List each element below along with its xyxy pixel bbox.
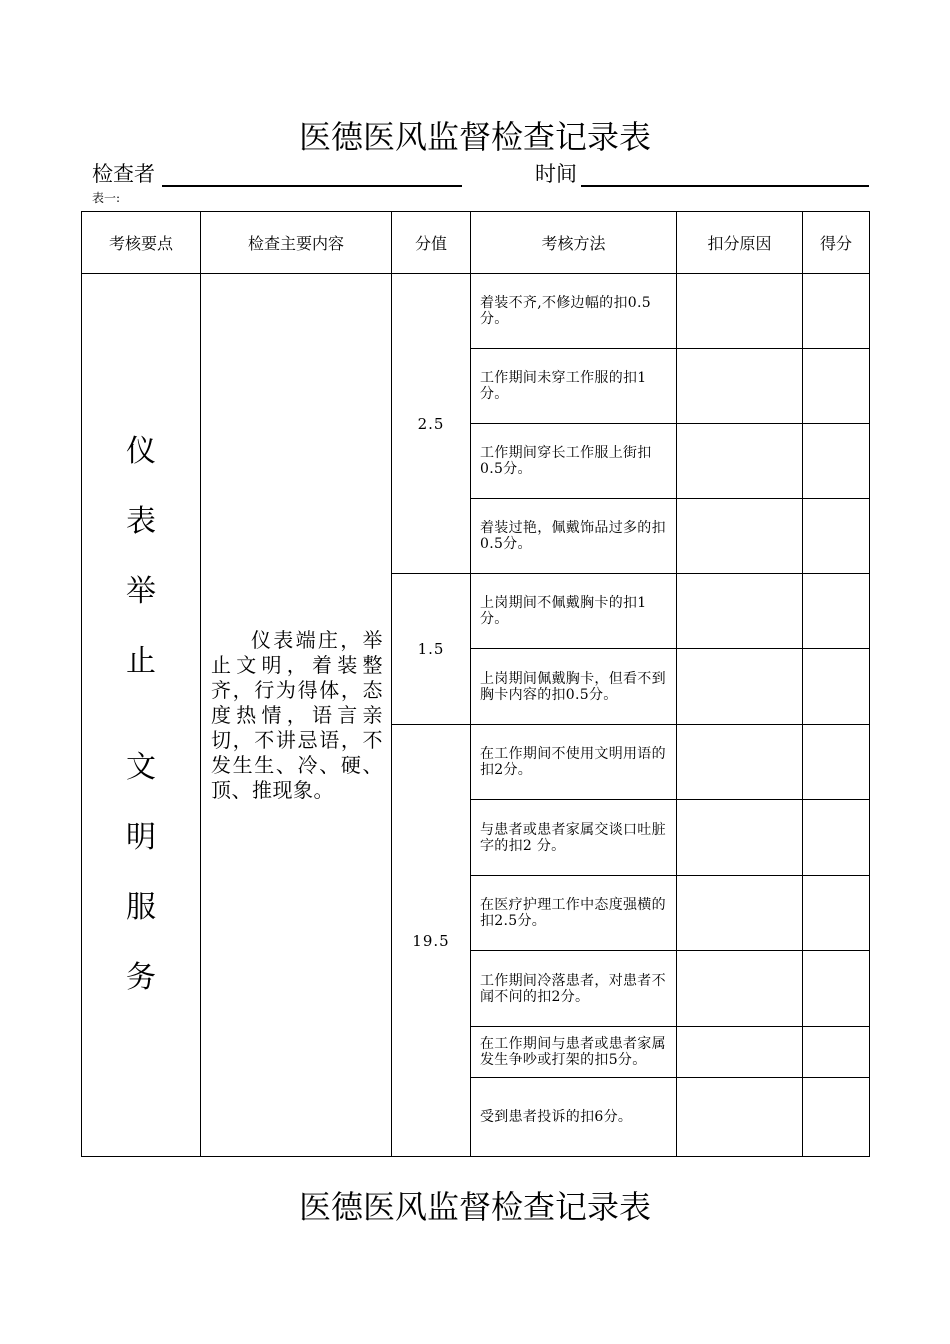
score-result-cell[interactable] [803, 725, 870, 800]
method-cell: 与患者或患者家属交谈口吐脏字的扣2 分。 [471, 800, 677, 876]
category-char: 表 [126, 504, 156, 539]
header-content: 检查主要内容 [201, 212, 392, 274]
method-cell: 着装不齐,不修边幅的扣0.5分。 [471, 274, 677, 349]
method-cell: 着装过艳，佩戴饰品过多的扣0.5分。 [471, 499, 677, 574]
score-result-cell[interactable] [803, 1078, 870, 1157]
content-text: 仪表端庄，举止文明，着装整齐，行为得体，态度热情，语言亲切，不讲忌语，不发生生、冷、硬、顶、推现象。 [211, 627, 383, 802]
inspection-table [81, 211, 870, 1157]
table-label: 表一: [92, 191, 121, 205]
method-cell: 受到患者投诉的扣6分。 [471, 1078, 677, 1157]
category-char: 明 [126, 820, 156, 855]
score-cell: 19.5 [392, 725, 471, 1157]
header-result: 得分 [803, 212, 870, 274]
score-result-cell[interactable] [803, 574, 870, 649]
category-char: 服 [126, 890, 156, 925]
deduction-reason-cell[interactable] [677, 1027, 803, 1078]
deduction-reason-cell[interactable] [677, 424, 803, 499]
deduction-reason-cell[interactable] [677, 349, 803, 424]
inspector-label: 检查者 [92, 162, 155, 186]
deduction-reason-cell[interactable] [677, 951, 803, 1027]
score-cell: 2.5 [392, 274, 471, 574]
score-result-cell[interactable] [803, 951, 870, 1027]
header-reason: 扣分原因 [677, 212, 803, 274]
time-field-line[interactable] [581, 185, 869, 187]
score-result-cell[interactable] [803, 424, 870, 499]
score-result-cell[interactable] [803, 499, 870, 574]
header-method: 考核方法 [471, 212, 677, 274]
deduction-reason-cell[interactable] [677, 274, 803, 349]
category-char: 务 [126, 960, 156, 995]
header-row [82, 212, 870, 274]
deduction-reason-cell[interactable] [677, 1078, 803, 1157]
second-page-title: 医德医风监督检查记录表 [298, 1188, 651, 1226]
inspector-field-line[interactable] [162, 185, 462, 187]
method-cell: 在医疗护理工作中态度强横的扣2.5分。 [471, 876, 677, 951]
method-cell: 在工作期间不使用文明用语的扣2分。 [471, 725, 677, 800]
deduction-reason-cell[interactable] [677, 499, 803, 574]
category-char: 仪 [126, 434, 156, 469]
method-cell: 工作期间穿长工作服上街扣0.5分。 [471, 424, 677, 499]
category-char: 文 [126, 750, 156, 785]
method-cell: 上岗期间佩戴胸卡，但看不到胸卡内容的扣0.5分。 [471, 649, 677, 725]
deduction-reason-cell[interactable] [677, 574, 803, 649]
score-result-cell[interactable] [803, 274, 870, 349]
page-title: 医德医风监督检查记录表 [298, 118, 651, 156]
content-cell [201, 274, 392, 1157]
method-cell: 工作期间未穿工作服的扣1分。 [471, 349, 677, 424]
score-result-cell[interactable] [803, 1027, 870, 1078]
score-result-cell[interactable] [803, 876, 870, 951]
score-cell: 1.5 [392, 574, 471, 725]
method-cell: 工作期间冷落患者，对患者不闻不问的扣2分。 [471, 951, 677, 1027]
method-cell: 在工作期间与患者或患者家属发生争吵或打架的扣5分。 [471, 1027, 677, 1078]
category-cell [82, 274, 201, 1157]
deduction-reason-cell[interactable] [677, 649, 803, 725]
header-score: 分值 [392, 212, 471, 274]
category-char: 止 [126, 644, 156, 679]
method-cell: 上岗期间不佩戴胸卡的扣1分。 [471, 574, 677, 649]
deduction-reason-cell[interactable] [677, 876, 803, 951]
score-result-cell[interactable] [803, 800, 870, 876]
time-label: 时间 [535, 162, 577, 186]
category-char: 举 [126, 574, 156, 609]
table-row [82, 274, 870, 349]
deduction-reason-cell[interactable] [677, 725, 803, 800]
header-point: 考核要点 [82, 212, 201, 274]
score-result-cell[interactable] [803, 349, 870, 424]
deduction-reason-cell[interactable] [677, 800, 803, 876]
score-result-cell[interactable] [803, 649, 870, 725]
